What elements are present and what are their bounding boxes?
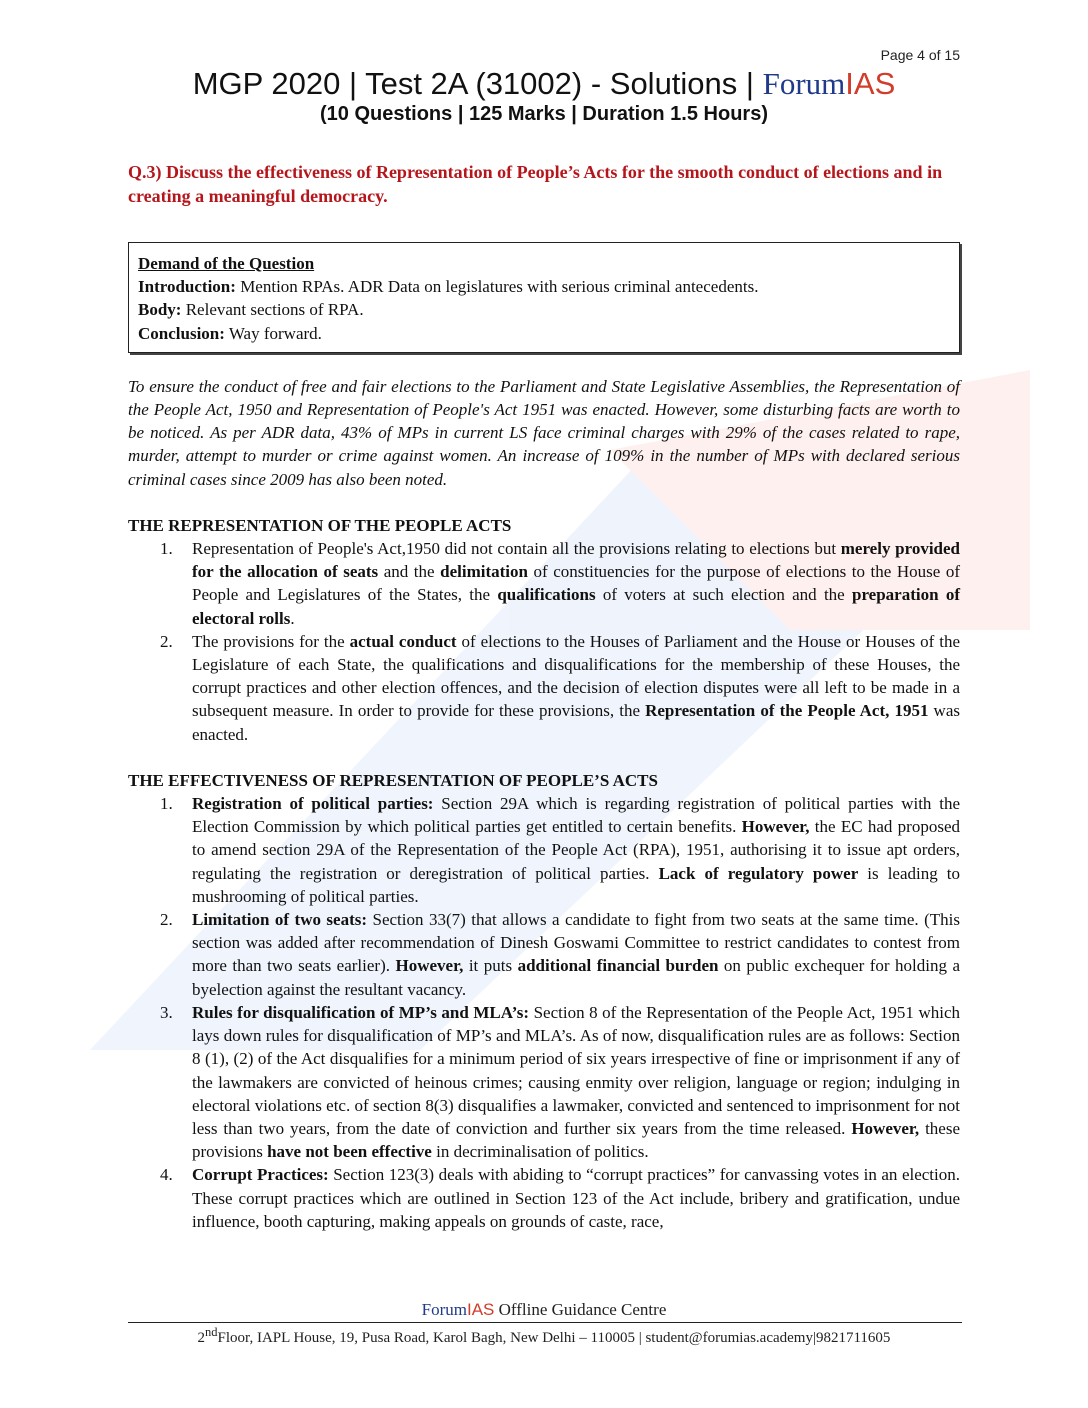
demand-of-question-box [128,242,960,353]
demand-introduction: Introduction: Mention RPAs. ADR Data on legislatures with serious criminal antecedents. [138,277,759,297]
footer-address: 2ndFloor, IAPL House, 19, Pusa Road, Karol Bagh, New Delhi – 110005 | student@forumias.academy|9821711605 [197,1325,891,1346]
page-content [128,160,960,1233]
forumias-logo: ForumIAS [762,66,896,101]
demand-body: Body: Relevant sections of RPA. [138,300,364,320]
rpa-acts-list [128,537,960,746]
list-item: 4. Corrupt Practices: Section 123(3) deals with abiding to “corrupt practices” for canvassing votes in an election. These corrupt practices which are outlined in Section 123 of the Act include, bribery and gratification, undue influence, booth capturing, making appeals on grounds of caste, race, [160,1165,961,1231]
demand-title: Demand of the Question [138,254,315,273]
list-item: 1. Registration of political parties: Section 29A which is regarding registration of political parties with the Election Commission by which political parties get entitled to certain benefits. However, the EC had proposed to amend section 29A of the Representation of the People Act (RPA), 1951, authorising it to issue apt orders, regulating the registration or deregistration of political parties. Lack of regulatory power is leading to mushrooming of political parties. [160,794,961,906]
list-item: 2. Limitation of two seats: Section 33(7) that allows a candidate to fight from two seats at the same time. (This section was added after recommendation of Dinesh Goswami Committee to restrict candidates to contest from more than two seats earlier). However, it puts additional financial burden on public exchequer for holding a byelection against the resultant vacancy. [160,910,960,999]
document-subtitle: (10 Questions | 125 Marks | Duration 1.5 Hours) [320,103,768,125]
list-item: 1. Representation of People's Act,1950 did not contain all the provisions relating to elections but merely provided for the allocation of seats and the delimitation of constituencies for the purpose of elections to the House of People and Legislatures of the States, the qualifications of voters at such election and the preparation of electoral rolls. [160,539,960,628]
effectiveness-list [128,792,960,1233]
page-number: Page 4 of 15 [880,47,960,63]
footer-divider [128,1322,962,1323]
list-item: 3. Rules for disqualification of MP’s and MLA’s: Section 8 of the Representation of the People Act, 1951 which lays down rules for disqualification of MP’s and MLA’s. As of now, disqualification rules are as follows: Section 8 (1), (2) of the Act disqualifies for a minimum period of six years irrespective of fine or imprisonment if any of the lawmakers are convicted of heinous crimes; causing enmity over religion, language or region; indulging in electoral violations etc. of section 8(3) disqualifies a lawmaker, convicted and sentenced to imprisonment for not less than two years, from the date of conviction and further six years from the time released. However, these provisions have not been effective in decriminalisation of politics. [160,1002,960,1162]
footer-centre-name: ForumIAS Offline Guidance Centre [421,1300,667,1319]
title-text: MGP 2020 | Test 2A (31002) - Solutions | [192,66,754,101]
document-title [0,66,1088,102]
list-item: 2. The provisions for the actual conduct of elections to the Houses of Parliament and the House or Houses of the Legislature of each State, the qualifications and disqualifications for the membership of these Houses, the corrupt practices and other election offences, and the decision of election disputes were all left to be made in a subsequent measure. In order to provide for these provisions, the Representation of the People Act, 1951 was enacted. [160,631,960,744]
section-heading-rpa-acts: THE REPRESENTATION OF THE PEOPLE ACTS [128,515,512,535]
question-text: Q.3) Discuss the effectiveness of Representation of People’s Acts for the smooth conduct of elections and in creating a meaningful democracy. [128,162,943,206]
section-heading-effectiveness: THE EFFECTIVENESS OF REPRESENTATION OF PEOPLE’S ACTS [128,770,658,790]
intro-paragraph: To ensure the conduct of free and fair elections to the Parliament and State Legislative Assemblies, the Representation of the People Act, 1950 and Representation of People's Act 1951 was enacted. However, some disturbing facts are worth to be noticed. As per ADR data, 43% of MPs in current LS face criminal charges with 29% of the cases related to rape, murder, attempt to murder or crime against women. An increase of 109% in the number of MPs with declared serious criminal cases since 2009 has also been noted. [128,376,960,489]
demand-conclusion: Conclusion: Way forward. [138,323,322,343]
